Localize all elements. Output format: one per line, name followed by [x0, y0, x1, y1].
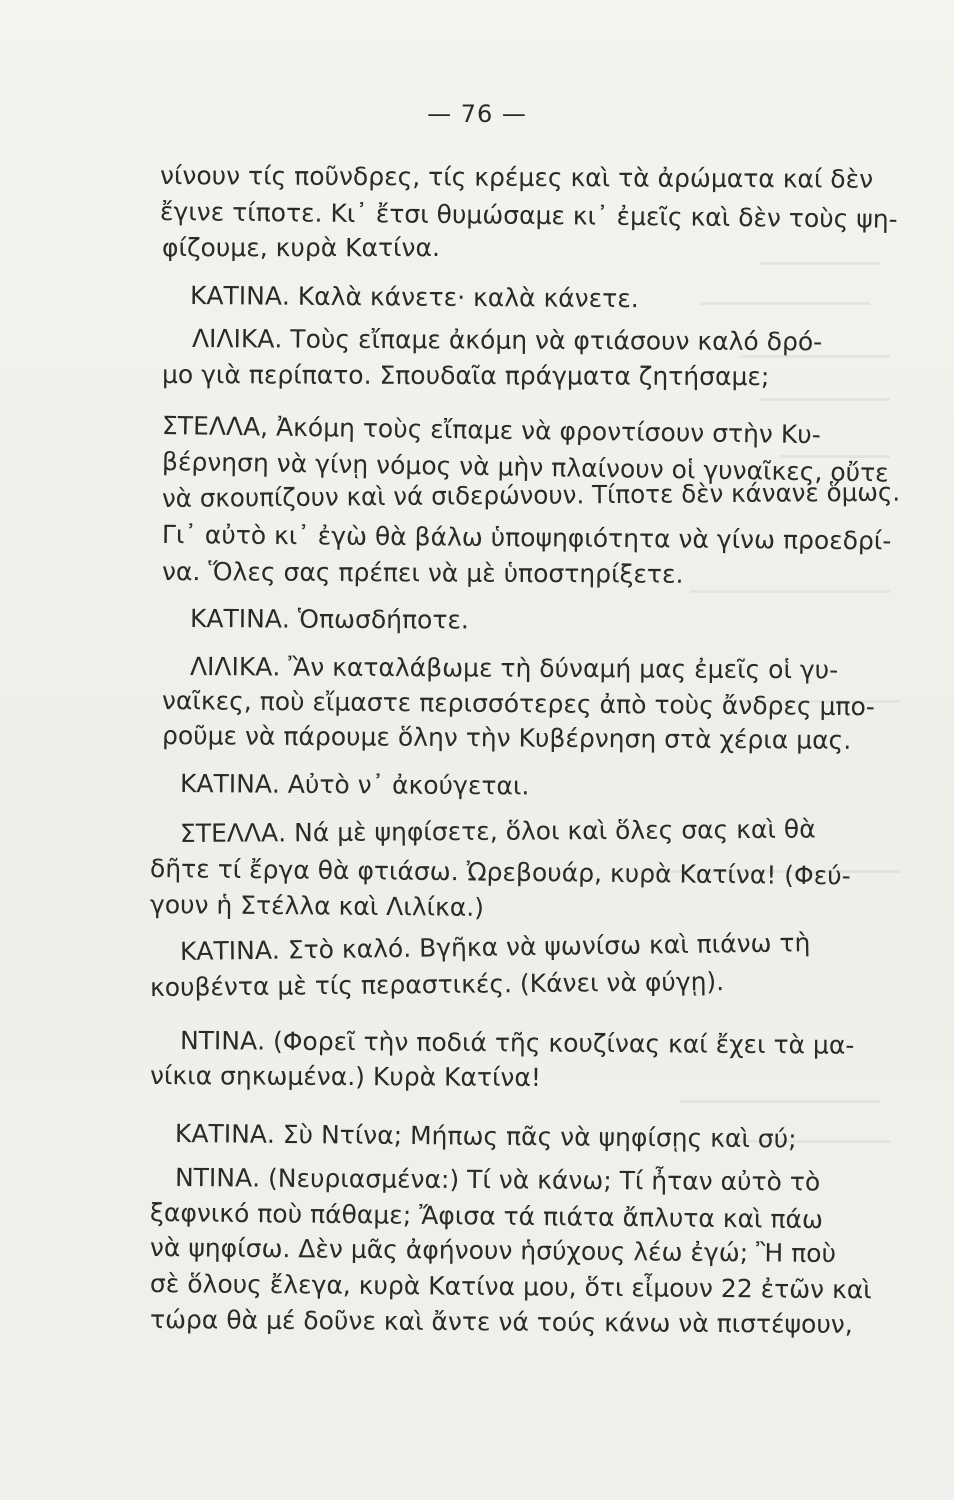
text-line: κουβέντα μὲ τίς περαστικές. (Κάνει νὰ φύγῃ). [149, 966, 725, 1002]
text-line: ΚΑΤΙΝΑ. Στὸ καλό. Βγῆκα νὰ ψωνίσω καὶ πιάνω τὴ [179, 928, 811, 966]
text-line: ΚΑΤΙΝΑ. Ὁπωσδήποτε. [189, 604, 469, 635]
text-line: γουν ἡ Στέλλα καὶ Λιλίκα.) [149, 890, 485, 922]
text-line: νὰ ψηφίσω. Δὲν μᾶς ἀφήνουν ἡσύχους λέω ἐγώ; Ἢ ποὺ [149, 1233, 837, 1268]
text-line: σὲ ὅλους ἔλεγα, κυρὰ Κατίνα μου, ὅτι εἶμουν 22 ἐτῶν καὶ [149, 1269, 872, 1305]
text-line: Γι᾽ αὐτὸ κι᾽ ἐγὼ θὰ βάλω ὑποψηφιότητα νὰ γίνω προεδρί- [161, 520, 892, 556]
text-line: νὰ σκουπίζουν καὶ νά σιδερώνουν. Τίποτε δὲν κάνανε ὅμως. [161, 477, 901, 513]
text-line: ΚΑΤΙΝΑ. Καλὰ κάνετε· καλὰ κάνετε. [189, 281, 639, 314]
text-line: ΛΙΛΙΚΑ. Ἂν καταλάβωμε τὴ δύναμή μας ἐμεῖς οἱ γυ- [189, 652, 839, 685]
text-line: νίκια σηκωμένα.) Κυρὰ Κατίνα! [149, 1061, 541, 1093]
text-line: ΝΤΙΝΑ. (Φορεῖ τὴν ποδιά τῆς κουζίνας καί ἔχει τὰ μα- [179, 1026, 855, 1060]
text-line: να. Ὅλες σας πρέπει νὰ μὲ ὑποστηρίξετε. [161, 557, 684, 589]
text-line: ΝΤΙΝΑ. (Νευριασμένα:) Τί νὰ κάνω; Τί ἦταν αὐτὸ τὸ [174, 1163, 821, 1197]
text-line: ΚΑΤΙΝΑ. Σὺ Ντίνα; Μήπως πᾶς νὰ ψηφίσῃς καὶ σύ; [174, 1119, 797, 1154]
text-line: ροῦμε νὰ πάρουμε ὅλην τὴν Κυβέρνηση στὰ χέρια μας. [161, 721, 852, 755]
text-line: ναῖκες, ποὺ εἴμαστε περισσότερες ἀπὸ τοὺς ἄνδρες μπο- [161, 686, 875, 722]
text-line: ΛΙΛΙΚΑ. Τοὺς εἴπαμε ἀκόμη νὰ φτιάσουν καλό δρό- [191, 324, 823, 357]
text-line: ΣΤΕΛΛΑ. Νά μὲ ψηφίσετε, ὅλοι καὶ ὅλες σας καὶ θὰ [179, 814, 816, 848]
text-line: ἔγινε τίποτε. Κι᾽ ἔτσι θυμώσαμε κι᾽ ἐμεῖς καὶ δὲν τοὺς ψη- [159, 197, 898, 234]
page-number: — 76 — [427, 100, 527, 128]
text-line: δῆτε τί ἔργα θὰ φτιάσω. Ὠρεβουάρ, κυρὰ Κατίνα! (Φεύ- [149, 854, 851, 891]
text-line: μο γιὰ περίπατο. Σπουδαῖα πράγματα ζητήσαμε; [161, 360, 770, 392]
text-line: τώρα θὰ μέ δοῦνε καὶ ἄντε νά τούς κάνω νὰ πιστέψουν, [149, 1305, 853, 1339]
text-line: ξαφνικό ποὺ πάθαμε; Ἄφισα τά πιάτα ἄπλυτα καὶ πάω [149, 1198, 824, 1235]
text-line: ΚΑΤΙΝΑ. Αὐτὸ ν᾽ ἀκούγεται. [179, 769, 530, 801]
text-line: νίνουν τίς ποῦνδρες, τίς κρέμες καὶ τὰ ἀρώματα καί δὲν [159, 161, 874, 194]
text-line: ΣΤΕΛΛΑ, Ἀκόμη τοὺς εἴπαμε νὰ φροντίσουν στὴν Κυ- [161, 411, 821, 450]
text-line: φίζουμε, κυρὰ Κατίνα. [162, 233, 440, 262]
text-line: βέρνηση νὰ γίνῃ νόμος νὰ μὴν πλαίνουν οἱ γυναῖκες, οὔτε [161, 447, 889, 488]
